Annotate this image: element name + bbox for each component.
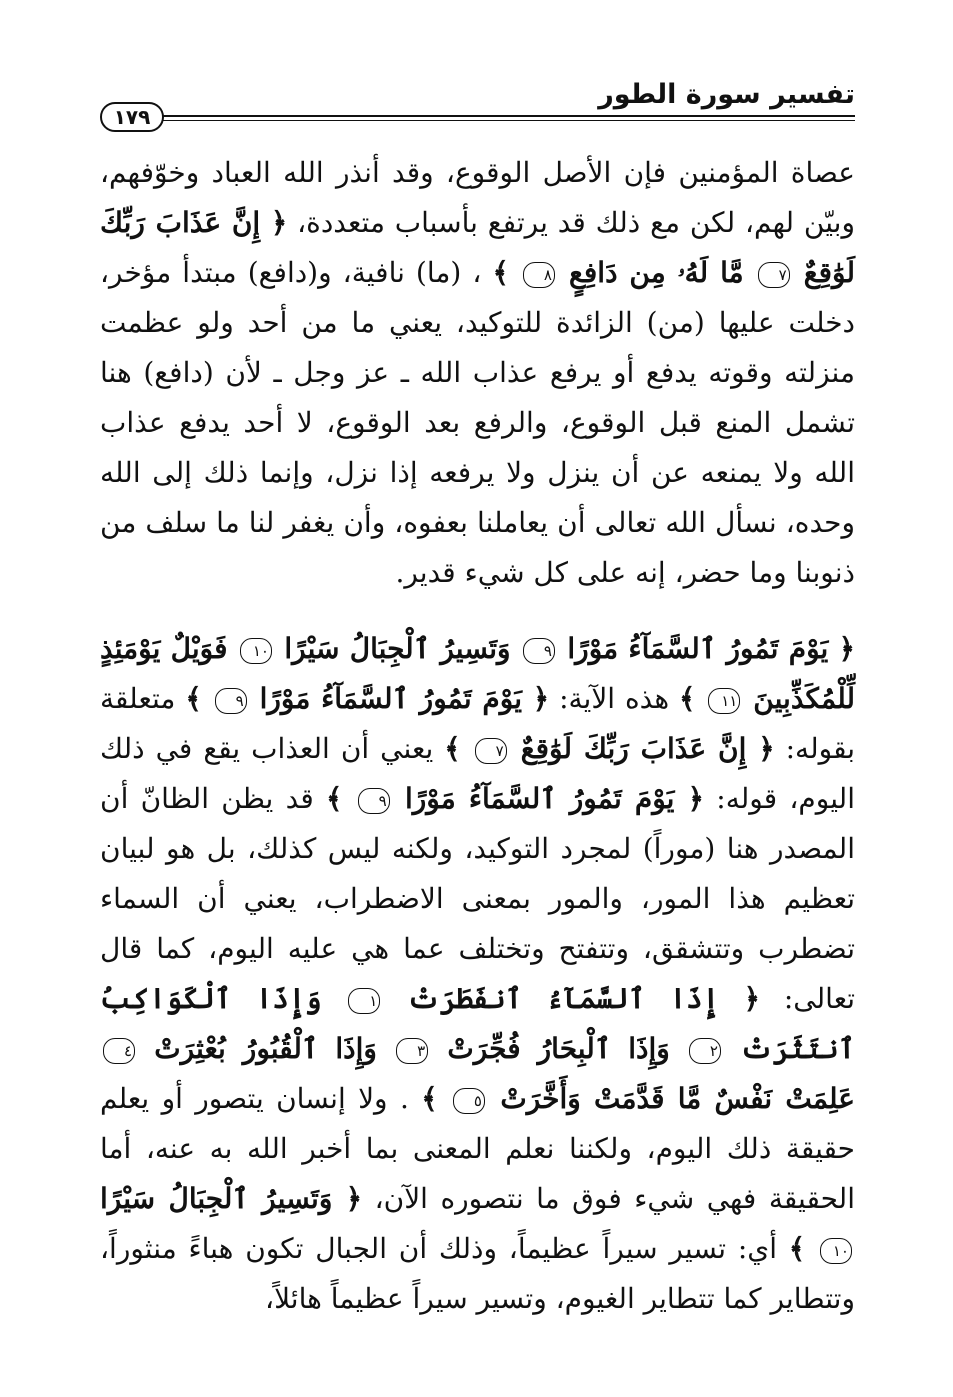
page-header <box>100 78 855 138</box>
verse-number-marker: ١٠ <box>820 1238 852 1264</box>
verse-number-marker: ٨ <box>523 262 555 288</box>
commentary-text: هذه الآية: <box>549 682 670 715</box>
quran-verse: ﴿ إِنَّ عَذَابَ رَبِّكَ لَوَٰقِعٌ <box>100 206 856 289</box>
commentary-text: عصاة المؤمنين فإن الأصل الوقوع، وقد أنذر الله العباد وخوّفهم، وبيّن لهم، لكن مع ذلك قد يرتفع بأسباب متعددة، <box>100 156 855 239</box>
quran-verse: ﴾ <box>185 682 202 715</box>
main-text <box>100 148 855 1324</box>
quran-verse: وَإِذَا ٱلْكَوَاكِبُ ٱنتَثَرَتْ <box>100 982 856 1065</box>
commentary-text: ، (ما) نافية، و(دافع) مبتدأ مؤخر، دخلت عليها (من) الزائدة للتوكيد، يعني ما من أحد ولو عظمت منزلته وقوته يدفع أو يرفع عذاب الله ـ عز وجل ـ لأن (دافع) هنا تشمل المنع قبل الوقوع، والرفع بعد الوقوع، لا أحد يدفع عذاب الله ولا يمنعه عن أن ينزل ولا يرفعه إذا نزل، وإنما ذلك إلى الله وحده، نسأل الله تعالى أن يعاملنا بعفوه، وأن يغفر لنا ما سلف من ذنوبنا وما حضر، إنه على كل شيء قدير. <box>100 256 855 589</box>
verse-number-marker: ٥ <box>453 1088 485 1114</box>
quran-verse: مَّا لَهُۥ مِن دَافِعٍ <box>569 256 744 289</box>
quran-verse: ﴾ <box>326 782 343 815</box>
quran-verse: ﴿ يَوْمَ تَمُورُ ٱلسَّمَآءُ مَوْرًا <box>567 632 855 665</box>
verse-number-marker: ٣ <box>396 1038 428 1064</box>
quran-verse: ﴿ إِنَّ عَذَابَ رَبِّكَ لَوَٰقِعٌ <box>520 732 775 765</box>
quran-verse: فَوَيْلٌ يَوْمَئِذٍ لِّلْمُكَذِّبِينَ <box>100 632 856 715</box>
verse-number-marker: ١ <box>348 988 380 1014</box>
quran-verse: وَإِذَا ٱلْقُبُورُ بُعْثِرَتْ <box>154 1032 377 1065</box>
quran-verse: ﴾ <box>788 1232 806 1265</box>
paragraph <box>100 624 855 1324</box>
commentary-text: يعني أن العذاب يقع في ذلك اليوم، قوله: <box>100 732 855 815</box>
verse-number-marker: ٤ <box>103 1038 135 1064</box>
commentary-text: . ولا إنسان يتصور أو يعلم حقيقة ذلك اليوم، ولكننا نعلم المعنى بما أخبر الله به عنه، أما الحقيقة فهي شيء فوق ما نتصوره الآن، <box>100 1082 855 1215</box>
header-rule-thin <box>154 120 855 121</box>
verse-number-marker: ٩ <box>523 638 555 664</box>
verse-number-marker: ١٠ <box>240 638 272 664</box>
running-title: تفسير سورة الطور <box>598 79 855 110</box>
verse-number-marker: ١١ <box>708 688 740 714</box>
verse-number-marker: ٩ <box>358 788 390 814</box>
quran-verse: ﴾ <box>444 732 461 765</box>
verse-number-marker: ٧ <box>475 738 507 764</box>
quran-verse: وَتَسِيرُ ٱلْجِبَالُ سَيْرًا <box>284 632 511 665</box>
quran-verse: ﴿ يَوْمَ تَمُورُ ٱلسَّمَآءُ مَوْرًا <box>404 782 705 815</box>
page-number: ١٧٩ <box>100 102 164 132</box>
commentary-text: متعلقة بقوله: <box>100 682 856 765</box>
quran-verse: وَإِذَا ٱلْبِحَارُ فُجِّرَتْ <box>447 1032 670 1065</box>
verse-number-marker: ٢ <box>689 1038 721 1064</box>
quran-verse: ﴾ <box>492 256 509 289</box>
quran-verse: عَلِمَتْ نَفْسٌ مَّا قَدَّمَتْ وَأَخَّرَتْ <box>500 1082 855 1115</box>
quran-verse: ﴾ <box>421 1082 438 1115</box>
paragraph <box>100 148 855 598</box>
verse-number-marker: ٧ <box>758 262 790 288</box>
verse-number-marker: ٩ <box>215 688 247 714</box>
quran-verse: ﴿ يَوْمَ تَمُورُ ٱلسَّمَآءُ مَوْرًا <box>259 682 550 715</box>
quran-verse: ﴾ <box>679 682 696 715</box>
commentary-text: أي: تسير سيراً عظيماً، وذلك أن الجبال تكون هباءً منثوراً، وتتطاير كما تتطاير الغيوم، وتسير سيراً عظيماً هائلاً، <box>100 1232 855 1315</box>
quran-verse: ﴿ إِذَا ٱلسَّمَآءُ ٱنفَطَرَتْ <box>407 982 761 1015</box>
commentary-text: قد يظن الظانّ أن المصدر هنا (موراً) لمجرد التوكيد، ولكنه ليس كذلك، بل هو لبيان تعظيم هذا المور، والمور بمعنى الاضطراب، يعني أن السماء تضطرب وتتشقق، وتتفتح وتختلف عما هي عليه اليوم، كما قال تعالى: <box>100 782 856 1015</box>
header-rule <box>154 115 855 117</box>
quran-verse: ﴿ وَتَسِيرُ ٱلْجِبَالُ سَيْرًا <box>100 1182 363 1215</box>
